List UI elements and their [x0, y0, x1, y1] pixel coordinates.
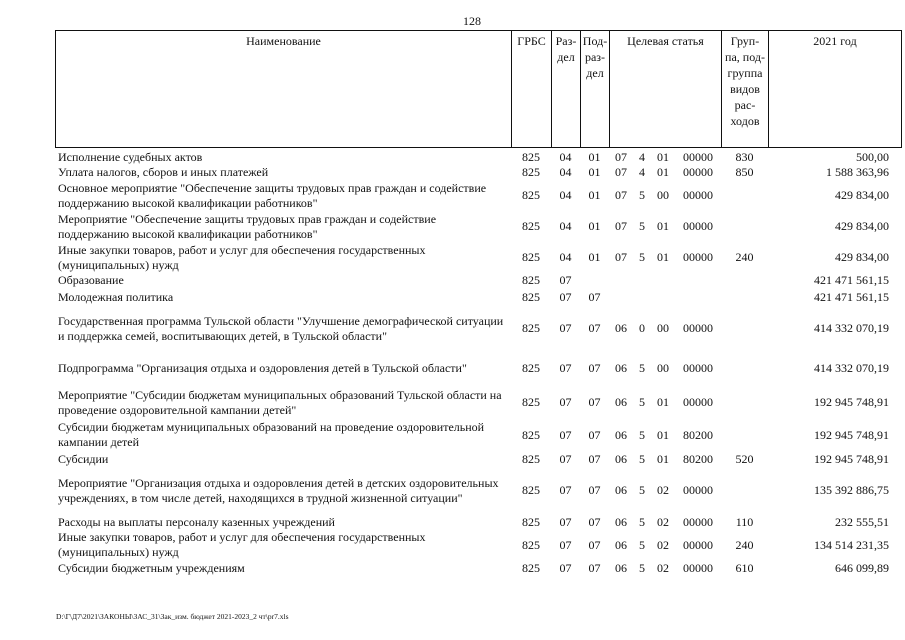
row-program: 06	[615, 395, 627, 409]
row-program: 06	[615, 560, 627, 575]
row-grbs: 825	[522, 219, 540, 233]
row-subprogram: 5	[639, 451, 645, 466]
row-event: 01	[657, 250, 669, 264]
row-event: 01	[657, 427, 669, 442]
row-direction: 80200	[683, 451, 713, 466]
table-row	[55, 242, 901, 273]
row-subprogram: 5	[639, 219, 645, 233]
row-direction: 00000	[683, 165, 713, 179]
row-amount: 429 834,00	[835, 188, 889, 202]
row-podrazdel: 07	[588, 395, 601, 409]
row-direction: 00000	[683, 250, 713, 264]
row-event: 01	[657, 165, 669, 179]
row-podrazdel: 01	[588, 165, 601, 179]
row-podrazdel: 01	[588, 150, 601, 164]
row-name: Мероприятие "Обеспечение защиты трудовых прав граждан и содействие поддержанию высокой квалификации работников"	[58, 211, 437, 241]
row-expense-group: 520	[735, 451, 754, 466]
row-podrazdel: 07	[588, 514, 601, 529]
row-razdel: 07	[559, 483, 572, 497]
row-direction: 00000	[683, 219, 713, 233]
row-direction: 00000	[683, 188, 713, 202]
row-direction	[675, 273, 721, 288]
row-amount: 421 471 561,15	[814, 273, 889, 287]
row-podrazdel: 07	[588, 560, 601, 575]
row-name: Субсидии	[58, 451, 109, 466]
row-expense-group	[721, 386, 768, 419]
row-event: 02	[657, 537, 669, 552]
row-direction: 00000	[683, 150, 713, 164]
row-amount: 232 555,51	[835, 514, 889, 529]
row-name: Иные закупки товаров, работ и услуг для обеспечения государственных (муниципальных) нужд	[58, 530, 426, 559]
row-grbs: 825	[522, 289, 540, 304]
row-grbs: 825	[522, 483, 540, 497]
table-row	[55, 180, 901, 211]
row-event: 01	[657, 150, 669, 164]
table-row	[55, 288, 901, 306]
row-podrazdel: 07	[588, 361, 601, 375]
row-podrazdel: 01	[588, 250, 601, 264]
table-row	[55, 560, 901, 576]
row-grbs: 825	[522, 560, 540, 575]
row-program: 06	[615, 361, 627, 375]
header-target-article: Целевая статья	[610, 31, 722, 148]
file-path: D:\Г\Д7\2021\ЗАКОНЫ\ЗАС_31\Зак_изм. бюджет 2021-2023_2 чт\pr7.xls	[56, 612, 289, 621]
row-program: 07	[615, 250, 627, 264]
row-expense-group: 110	[735, 514, 754, 529]
table-row	[55, 530, 901, 560]
row-podrazdel: 07	[588, 321, 601, 335]
row-podrazdel	[580, 273, 609, 288]
row-grbs: 825	[522, 395, 540, 409]
header-year: 2021 год	[769, 31, 902, 148]
row-amount: 134 514 231,35	[814, 537, 889, 552]
row-name: Образование	[58, 273, 124, 287]
row-name: Подпрограмма "Организация отдыха и оздоровления детей в Тульской области"	[58, 361, 467, 375]
row-expense-group: 850	[735, 165, 754, 179]
row-podrazdel: 01	[588, 219, 601, 233]
row-name: Субсидии бюджетам муниципальных образований на проведение оздоровительной кампании детей	[58, 420, 485, 449]
row-name: Мероприятие "Организация отдыха и оздоровления детей в детских оздоровительных учреждениях, в том числе детей, находящихся в трудной жизненной ситуации"	[58, 475, 499, 505]
row-grbs: 825	[522, 188, 540, 202]
row-grbs: 825	[522, 451, 540, 466]
row-amount: 192 945 748,91	[814, 451, 889, 466]
row-expense-group: 240	[735, 537, 754, 552]
row-event: 00	[657, 321, 669, 335]
row-direction	[675, 288, 721, 306]
row-name: Иные закупки товаров, работ и услуг для обеспечения государственных (муниципальных) нужд	[58, 242, 426, 272]
row-name: Исполнение судебных актов	[58, 150, 203, 164]
row-subprogram	[633, 288, 651, 306]
row-amount: 192 945 748,91	[814, 395, 889, 409]
row-grbs: 825	[522, 427, 540, 442]
page-number: 128	[463, 14, 481, 28]
row-name: Молодежная политика	[58, 289, 174, 304]
row-event: 01	[657, 451, 669, 466]
row-razdel: 07	[559, 514, 572, 529]
row-podrazdel: 07	[588, 483, 601, 497]
row-name: Расходы на выплаты персоналу казенных учреждений	[58, 514, 335, 529]
table-row	[55, 351, 901, 386]
row-expense-group: 610	[735, 560, 754, 575]
row-program: 06	[615, 321, 627, 335]
row-razdel: 07	[559, 537, 572, 552]
row-grbs: 825	[522, 514, 540, 529]
row-razdel: 04	[559, 165, 572, 179]
row-name: Государственная программа Тульской области "Улучшение демографической ситуации и поддержка семей, воспитывающих детей, в Тульской области"	[58, 313, 504, 343]
row-expense-group	[721, 211, 768, 242]
row-direction: 00000	[683, 321, 713, 335]
row-grbs: 825	[522, 250, 540, 264]
row-expense-group: 830	[735, 150, 754, 164]
row-amount: 429 834,00	[835, 250, 889, 264]
row-razdel: 04	[559, 150, 572, 164]
header-razdel: Раз- дел	[552, 31, 581, 148]
row-direction: 00000	[683, 395, 713, 409]
row-direction: 80200	[683, 427, 713, 442]
row-name: Субсидии бюджетным учреждениям	[58, 560, 245, 575]
row-subprogram: 5	[639, 560, 645, 575]
header-grbs: ГРБС	[512, 31, 552, 148]
row-subprogram: 5	[639, 361, 645, 375]
row-podrazdel: 07	[588, 427, 601, 442]
row-program: 07	[615, 150, 627, 164]
row-expense-group	[721, 180, 768, 211]
row-direction: 00000	[683, 537, 713, 552]
row-subprogram: 4	[639, 150, 645, 164]
row-amount: 414 332 070,19	[814, 361, 889, 375]
row-razdel: 07	[559, 451, 572, 466]
row-expense-group	[721, 419, 768, 451]
table-row	[55, 165, 901, 180]
row-razdel: 07	[559, 560, 572, 575]
table-row	[55, 419, 901, 451]
row-amount: 646 099,89	[835, 560, 889, 575]
row-event: 02	[657, 483, 669, 497]
row-program	[609, 288, 633, 306]
row-program: 07	[615, 165, 627, 179]
row-amount: 135 392 886,75	[814, 483, 889, 497]
table-row	[55, 306, 901, 351]
row-expense-group: 240	[735, 250, 754, 264]
table-row	[55, 514, 901, 530]
row-name: Мероприятие "Субсидии бюджетам муниципальных образований Тульской области на проведение оздоровительной кампании детей"	[58, 387, 502, 417]
row-program: 06	[615, 537, 627, 552]
row-subprogram: 5	[639, 395, 645, 409]
row-podrazdel: 07	[588, 451, 601, 466]
row-event	[651, 288, 675, 306]
table-header	[55, 30, 902, 148]
row-expense-group	[721, 306, 768, 351]
row-subprogram: 5	[639, 514, 645, 529]
table-row	[55, 150, 901, 165]
row-razdel: 07	[559, 361, 572, 375]
row-event: 01	[657, 219, 669, 233]
row-amount: 421 471 561,15	[814, 289, 889, 304]
row-razdel: 04	[559, 250, 572, 264]
row-subprogram: 5	[639, 427, 645, 442]
row-direction: 00000	[683, 361, 713, 375]
row-program: 07	[615, 188, 627, 202]
row-subprogram: 0	[639, 321, 645, 335]
row-amount: 414 332 070,19	[814, 321, 889, 335]
row-event	[651, 273, 675, 288]
row-grbs: 825	[522, 150, 540, 164]
row-direction: 00000	[683, 483, 713, 497]
row-program: 06	[615, 427, 627, 442]
table-row	[55, 451, 901, 467]
row-subprogram	[633, 273, 651, 288]
row-grbs: 825	[522, 361, 540, 375]
row-program: 06	[615, 451, 627, 466]
table-row	[55, 273, 901, 288]
row-razdel: 04	[559, 188, 572, 202]
row-direction: 00000	[683, 514, 713, 529]
row-grbs: 825	[522, 537, 540, 552]
header-name: Наименование	[56, 31, 512, 148]
row-expense-group	[721, 467, 768, 514]
row-amount: 192 945 748,91	[814, 427, 889, 442]
row-subprogram: 5	[639, 188, 645, 202]
row-amount: 1 588 363,96	[826, 165, 889, 179]
row-razdel: 04	[559, 219, 572, 233]
row-expense-group	[721, 273, 768, 288]
row-name: Основное мероприятие "Обеспечение защиты трудовых прав граждан и содействие поддержанию высокой квалификации работников"	[58, 180, 487, 210]
row-subprogram: 4	[639, 165, 645, 179]
table-row	[55, 211, 901, 242]
row-program: 07	[615, 219, 627, 233]
row-podrazdel: 01	[588, 188, 601, 202]
row-expense-group	[721, 351, 768, 386]
row-podrazdel: 07	[588, 537, 601, 552]
row-program	[609, 273, 633, 288]
row-event: 00	[657, 188, 669, 202]
row-razdel: 07	[559, 395, 572, 409]
budget-table	[55, 150, 901, 576]
row-direction: 00000	[683, 560, 713, 575]
row-subprogram: 5	[639, 537, 645, 552]
table-row	[55, 467, 901, 514]
row-name: Уплата налогов, сборов и иных платежей	[58, 165, 269, 179]
row-program: 06	[615, 483, 627, 497]
row-subprogram: 5	[639, 250, 645, 264]
table-row	[55, 386, 901, 419]
row-grbs: 825	[522, 165, 540, 179]
row-razdel: 07	[559, 321, 572, 335]
header-expense-group: Груп- па, под- группа видов рас- ходов	[722, 31, 769, 148]
row-razdel: 07	[559, 289, 572, 304]
row-event: 02	[657, 514, 669, 529]
row-expense-group	[721, 288, 768, 306]
row-event: 01	[657, 395, 669, 409]
header-podrazdel: Под- раз- дел	[581, 31, 610, 148]
row-amount: 500,00	[856, 150, 889, 164]
row-razdel: 07	[559, 273, 572, 287]
row-amount: 429 834,00	[835, 219, 889, 233]
row-event: 02	[657, 560, 669, 575]
row-podrazdel: 07	[588, 289, 601, 304]
row-subprogram: 5	[639, 483, 645, 497]
row-grbs: 825	[522, 273, 540, 287]
row-event: 00	[657, 361, 669, 375]
row-razdel: 07	[559, 427, 572, 442]
row-program: 06	[615, 514, 627, 529]
row-grbs: 825	[522, 321, 540, 335]
